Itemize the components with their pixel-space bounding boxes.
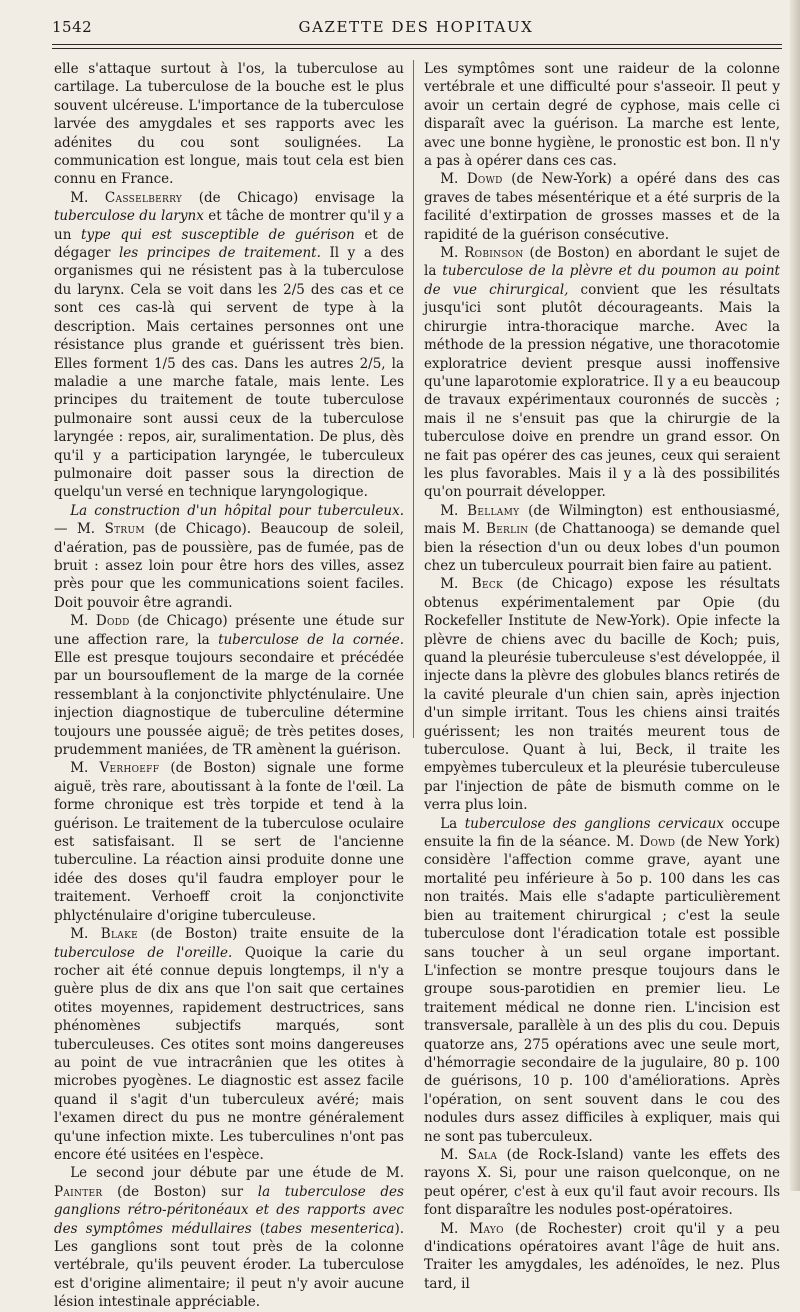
- paragraph-text: occupe ensuite la fin de la séance. M.: [424, 815, 780, 851]
- paragraph-text: (de Rochester) croit qu'il y a peu d'indications opératoires avant l'âge de huit ans. Traiter les amygdales, les adénoïdes, le nez. Plus tard, il: [424, 1220, 781, 1292]
- right-column: [424, 60, 780, 1293]
- paragraph: [424, 815, 780, 1146]
- author-name: Mayo: [469, 1220, 504, 1237]
- author-name: Robinson: [464, 245, 524, 262]
- paragraph: [424, 502, 780, 576]
- topic-title: tuberculose de l'oreille.: [54, 944, 233, 961]
- paragraph-text: M.: [70, 189, 105, 206]
- paragraph-text: (de Rock-Island) vante les effets des rayons X. Si, pour une raison quelconque, on ne peut opérer, c'est à eux qu'il faut avoir recours. Ils font disparaître les nodules post-opératoires.: [424, 1146, 781, 1219]
- author-name: Berlin: [485, 521, 529, 538]
- paragraph: [54, 759, 404, 925]
- page-number: 1542: [52, 18, 93, 36]
- paragraph: [424, 170, 780, 244]
- paragraph-text: convient que les résultats jusqu'ici sont plutôt décourageants. Mais la chirurgie intra-thoracique marche. Avec la méthode de la pression négative, une thoracotomie exploratrice devient presque aussi inoffensive qu'une laparotomie exploratrice. Il y a eu beaucoup de travaux expérimentaux couronnés de succès ; mais il ne s'ensuit pas que la chirurgie de la tuberculose doive en prendre un grand essor. On ne fait pas opérer des cas jeunes, ceux qui seraient les plus favorables. Mais il y a là des possibilités qu'on pourrait développer.: [424, 281, 780, 501]
- paragraph-text: Les symptômes sont une raideur de la colonne vertébrale et une difficulté pour s'asseoir. Il peut y avoir un certain degré de cyphose, mais celle ci disparaît avec la guérison. La marche est lente, avec une bonne hygiène, le pronostic est bon. Il n'y a pas à opérer dans ces cas.: [424, 61, 780, 170]
- paragraph-text: (de Chattanooga) se demande quel bien la résection d'un ou deux lobes d'un poumon chez un tuberculeux pourrait bien faire au patient.: [424, 521, 780, 574]
- author-name: Verhoeff: [99, 760, 160, 777]
- author-name: Dodd: [95, 613, 130, 630]
- paragraph: [424, 1146, 780, 1220]
- author-name: Blake: [100, 926, 138, 943]
- paragraph: [424, 575, 780, 814]
- topic-title: la tuberculose des ganglions rétro-péritonéaux et des rapports avec des symptômes médullaires: [54, 1183, 404, 1237]
- topic-title: tabes mesenterica: [265, 1220, 395, 1237]
- paragraph-text: (de Wilmington) est enthousiasmé, mais M.: [424, 502, 781, 538]
- paragraph-text: (de Boston) en abordant le sujet de la: [424, 245, 781, 280]
- paragraph-text: (de New York) considère l'affection comme grave, ayant une mortalité peu inférieure à 5o p. 100 dans les cas non traités. Mais elle s'adapte particulièrement bien au traitement chirurgical ; c'est la seule tuberculose dont l'éradication totale est possible sans toucher à un seul organe important. L'infection se montre presque toujours dans le groupe sous-parotidien en premier lieu. Le traitement médical ne donne rien. L'incision est transversale, parallèle à un des plis du cou. Depuis quatorze ans, 275 opérations avec une seule mort, d'hémorragie secondaire de la jugulaire, 80 p. 100 de guérisons, 10 p. 100 d'améliorations. Après l'opération, on sent souvent dans le cou des nodules durs assez difficiles à expliquer, mais qui ne sont pas tuberculeux.: [424, 834, 780, 1145]
- topic-title: La construction d'un hôpital pour tuberculeux.: [70, 502, 404, 519]
- paragraph-text: (de New-York) a opéré dans des cas graves de tabes mésentérique et a été surpris de la facilité d'extirpation de grosses masses et de la rapidité de la guérison consécutive.: [424, 171, 780, 243]
- topic-title: les principes de traitement.: [118, 245, 321, 262]
- author-name: Strum: [104, 521, 145, 538]
- paragraph-text: Le second jour débute par une étude de M.: [70, 1165, 404, 1182]
- topic-title: tuberculose du larynx: [54, 208, 204, 225]
- paragraph: [54, 1164, 404, 1311]
- paragraph-text: (de Chicago) présente une étude sur une affection rare, la: [54, 613, 404, 648]
- paragraph: [54, 60, 404, 189]
- topic-title: tuberculose des ganglions cervicaux: [464, 815, 724, 832]
- paragraph-text: (de Boston) signale une forme aiguë, très rare, aboutissant à la fonte de l'œil. La forme chronique est très torpide et tend à la guérison. Le traitement de la tuberculose oculaire est satisfaisant. Il se sert de l'ancienne tuberculine. La réaction ainsi produite donne une idée des doses qu'il faudra employer pour le traitement. Verhoeff croit la conjonctivite phlycténulaire d'origine tuberculeuse.: [54, 760, 405, 924]
- paragraph-text: La: [440, 815, 465, 832]
- paragraph-text: M.: [70, 613, 96, 630]
- paragraph-text: M.: [70, 760, 100, 777]
- paragraph: [54, 612, 404, 759]
- paragraph-text: (de Chicago) envisage la: [182, 189, 405, 206]
- author-name: Sala: [467, 1146, 498, 1163]
- paragraph-text: M.: [440, 245, 465, 262]
- paragraph-text: M.: [440, 171, 467, 188]
- topic-title: tuberculose de la cornée.: [218, 631, 404, 648]
- paragraph-text: M.: [440, 576, 472, 593]
- paragraph: [424, 60, 780, 170]
- paragraph-text: et tâche de montrer qu'il y a un: [54, 208, 404, 243]
- paragraph-text: elle s'attaque surtout à l'os, la tuberculose au cartilage. La tuberculose de la bouche est le plus souvent ulcéreuse. L'importance de la tuberculose larvée des amygdales et ses rapports avec les adénites du cou sont soulignées. La communication est longue, mais tout cela est bien connu en France.: [54, 61, 404, 188]
- paragraph-text: Quoique la carie du rocher ait été connue depuis longtemps, il n'y a guère plus de dix ans que l'on sait que certaines otites moyennes, rapidement destructrices, sans phénomènes subjectifs marqués, sont tuberculeuses. Ces otites sont moins dangereuses au point de vue intracrânien que les otites à microbes pyogènes. Le diagnostic est assez facile quand il s'agit d'un tuberculeux avéré; mais l'examen direct du pus ne montre généralement qu'une infection mixte. Les tuberculines n'ont pas encore été usitées en l'espèce.: [54, 944, 404, 1163]
- header-rule: [52, 44, 782, 45]
- paragraph-text: (de Chicago) expose les résultats obtenus expérimentalement par Opie (du Rockefeller Institute de New-York). Opie infecte la plèvre de chiens avec du bacille de Koch; puis, quand la pleurésie tuberculeuse s'est développée, il injecte dans la plèvre des globules blancs retirés de la cavité pleurale d'un chien sain, après injection d'un simple irritant. Tous les chiens ainsi traités guérissent; les non traités meurent tous de tuberculose. Quant à lui, Beck, il traite les empyèmes tuberculeux et la pleurésie tuberculeuse par l'injection de pâte de bismuth comme on le verra plus loin.: [424, 576, 780, 814]
- running-title: GAZETTE DES HOPITAUX: [298, 18, 534, 36]
- paragraph-text: M.: [440, 502, 468, 519]
- author-name: Dowd: [466, 171, 503, 188]
- paragraph: [54, 502, 404, 612]
- author-name: Dowd: [639, 834, 676, 851]
- paragraph-text: — M.: [54, 521, 105, 538]
- paragraph-text: (de Chicago). Beaucoup de soleil, d'aération, pas de poussière, pas de fumée, pas de bruit : assez loin pour être hors des villes, assez près pour que les communications soient faciles. Doit pouvoir être agrandi.: [54, 521, 405, 611]
- paragraph-text: M.: [440, 1146, 468, 1163]
- paragraph: [54, 925, 404, 1164]
- paragraph-text: ). Les ganglions sont tout près de la colonne vertébrale, qu'ils peuvent éroder. La tuberculose est d'origine alimentaire; il peut n'y avoir aucune lésion intestinale appréciable.: [54, 1220, 404, 1311]
- paragraph-text: (de Boston) traite ensuite de la: [138, 926, 404, 943]
- author-name: Bellamy: [467, 502, 520, 519]
- paragraph-text: M.: [70, 926, 101, 943]
- paragraph: [424, 1220, 780, 1294]
- paragraph-text: et de dégager: [54, 226, 404, 262]
- paragraph: [54, 189, 404, 502]
- paragraph: [424, 244, 780, 502]
- paragraph-text: M.: [440, 1220, 470, 1237]
- author-name: Casselberry: [104, 189, 183, 206]
- author-name: Painter: [54, 1183, 103, 1200]
- topic-title: type qui est susceptible de guérison: [81, 226, 355, 243]
- column-divider: [413, 60, 414, 738]
- paragraph-text: Elle est presque toujours secondaire et précédée par un boursouflement de la marge de la cornée ressemblant à la conjonctivite phlycténulaire. Une injection diagnostique de tuberculine détermine toujours une poussée aiguë; de très petites doses, prudemment maniées, de TR amènent la guérison.: [54, 650, 404, 759]
- page-header: [52, 16, 780, 40]
- paragraph-text: (de Boston) sur: [102, 1183, 258, 1200]
- page-edge: [790, 0, 800, 1191]
- paragraph-text: (: [251, 1220, 266, 1237]
- left-column: [54, 60, 404, 1312]
- author-name: Beck: [471, 576, 504, 593]
- topic-title: tuberculose de la plèvre et du poumon au point de vue chirurgical,: [424, 263, 780, 298]
- paragraph-text: Il y a des organismes qui ne résistent pas à la tuberculose du larynx. Cela se voit dans les 2/5 des cas et ce sont ces cas-là qui servent de type à la description. Mais certaines personnes ont une résistance plus grande et guérissent très bien. Elles forment 1/5 des cas. Dans les autres 2/5, la maladie a une marche fatale, mais lente. Les principes du traitement de toute tuberculose pulmonaire sont aussi ceux de la tuberculose laryngée : repos, air, suralimentation. De plus, dès qu'il y a participation laryngée, le tuberculeux pulmonaire doit passer sous la direction de quelqu'un versé en technique laryngologique.: [54, 245, 404, 501]
- header-rule-thin: [52, 48, 782, 49]
